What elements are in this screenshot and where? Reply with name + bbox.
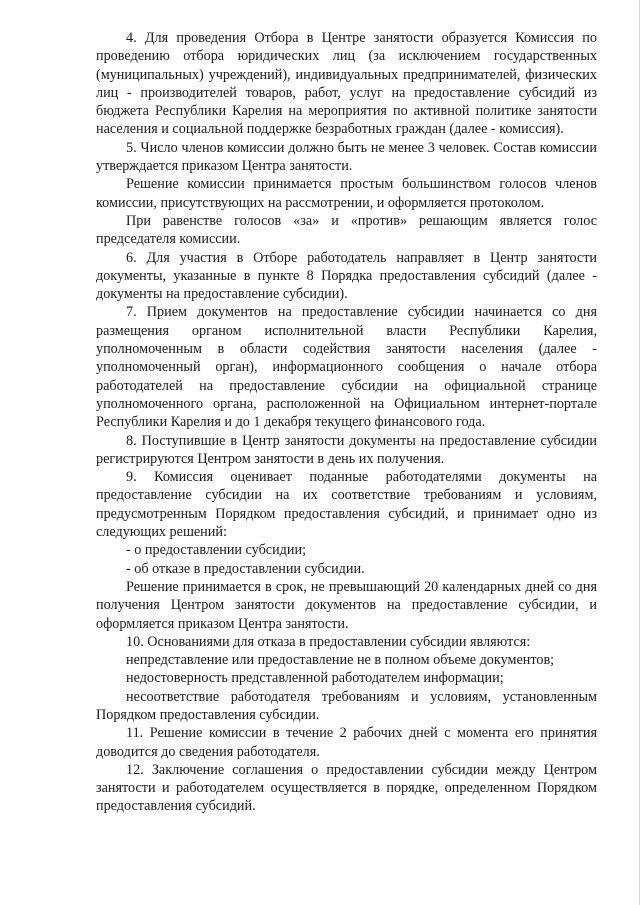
paragraph-6-participation: 6. Для участия в Отборе работодатель направляет в Центр занятости документы, указанные в пункте 8 Порядка предоставления субсидий (далее - документы на предоставление субсидии). [96,249,597,303]
list-item-refuse-subsidy: - об отказе в предоставлении субсидии. [126,560,365,577]
paragraph-12-agreement: 12. Заключение соглашения о предоставлении субсидии между Центром занятости и работодателем осуществляется в порядке, определенном Порядком предоставления субсидий. [96,761,597,815]
paragraph-equal-votes: При равенстве голосов «за» и «против» решающим является голос председателя комиссии. [96,212,597,248]
list-item-incomplete-documents: непредставление или предоставление не в полном объеме документов; [126,652,555,669]
paragraph-decision-deadline: Решение принимается в срок, не превышающий 20 календарных дней со дня получения Центром занятости документов на предоставление субсидии, и оформляется приказом Центра занятости. [96,578,597,632]
list-item-noncompliance: несоответствие работодателя требованиям и условиям, установленным Порядком предоставления субсидии. [96,688,597,723]
document-body [96,29,597,816]
paragraph-9-evaluation: 9. Комиссия оценивает поданные работодателями документы на предоставление субсидии на их соответствие требованиям и условиям, предусмотренным Порядком предоставления субсидий, и принимает одно из следующих решений: [96,469,597,541]
paragraph-11-notification: 11. Решение комиссии в течение 2 рабочих дней с момента его принятия доводится до сведения работодателя. [96,725,597,760]
paragraph-7-document-intake: 7. Прием документов на предоставление субсидии начинается со дня размещения органом исполнительной власти Республики Карелия, уполномоченным в области содействия занятости населения (далее - уполномоченный орган), информационного сообщения о начале отбора работодателей на предоставление субсидии на официальной странице уполномоченного органа, расположенной на Официальном интернет-портале Республики Карелия и до 1 декабря текущего финансового года. [96,304,597,431]
paragraph-4-commission: 4. Для проведения Отбора в Центре занятости образуется Комиссия по проведению отбора юридических лиц (за исключением государственных (муниципальных) учреждений), индивидуальных предпринимателей, физических лиц - производителей товаров, работ, услуг на предоставление субсидий из бюджета Республики Карелия на мероприятия по активной политике занятости населения и социальной поддержке безработных граждан (далее - комиссия). [96,30,597,138]
paragraph-5-members: 5. Число членов комиссии должно быть не менее 3 человек. Состав комиссии утверждается приказом Центра занятости. [96,139,597,175]
paragraph-10-refusal-grounds: 10. Основаниями для отказа в предоставлении субсидии являются: [126,633,531,650]
paragraph-decision-majority: Решение комиссии принимается простым большинством голосов членов комиссии, присутствующих на рассмотрении, и оформляется протоколом. [96,176,597,211]
list-item-grant-subsidy: - о предоставлении субсидии; [126,542,307,559]
list-item-false-information: недостоверность представленной работодателем информации; [126,670,504,687]
paragraph-8-registration: 8. Поступившие в Центр занятости документы на предоставление субсидии регистрируются Центром занятости в день их получения. [96,432,597,467]
